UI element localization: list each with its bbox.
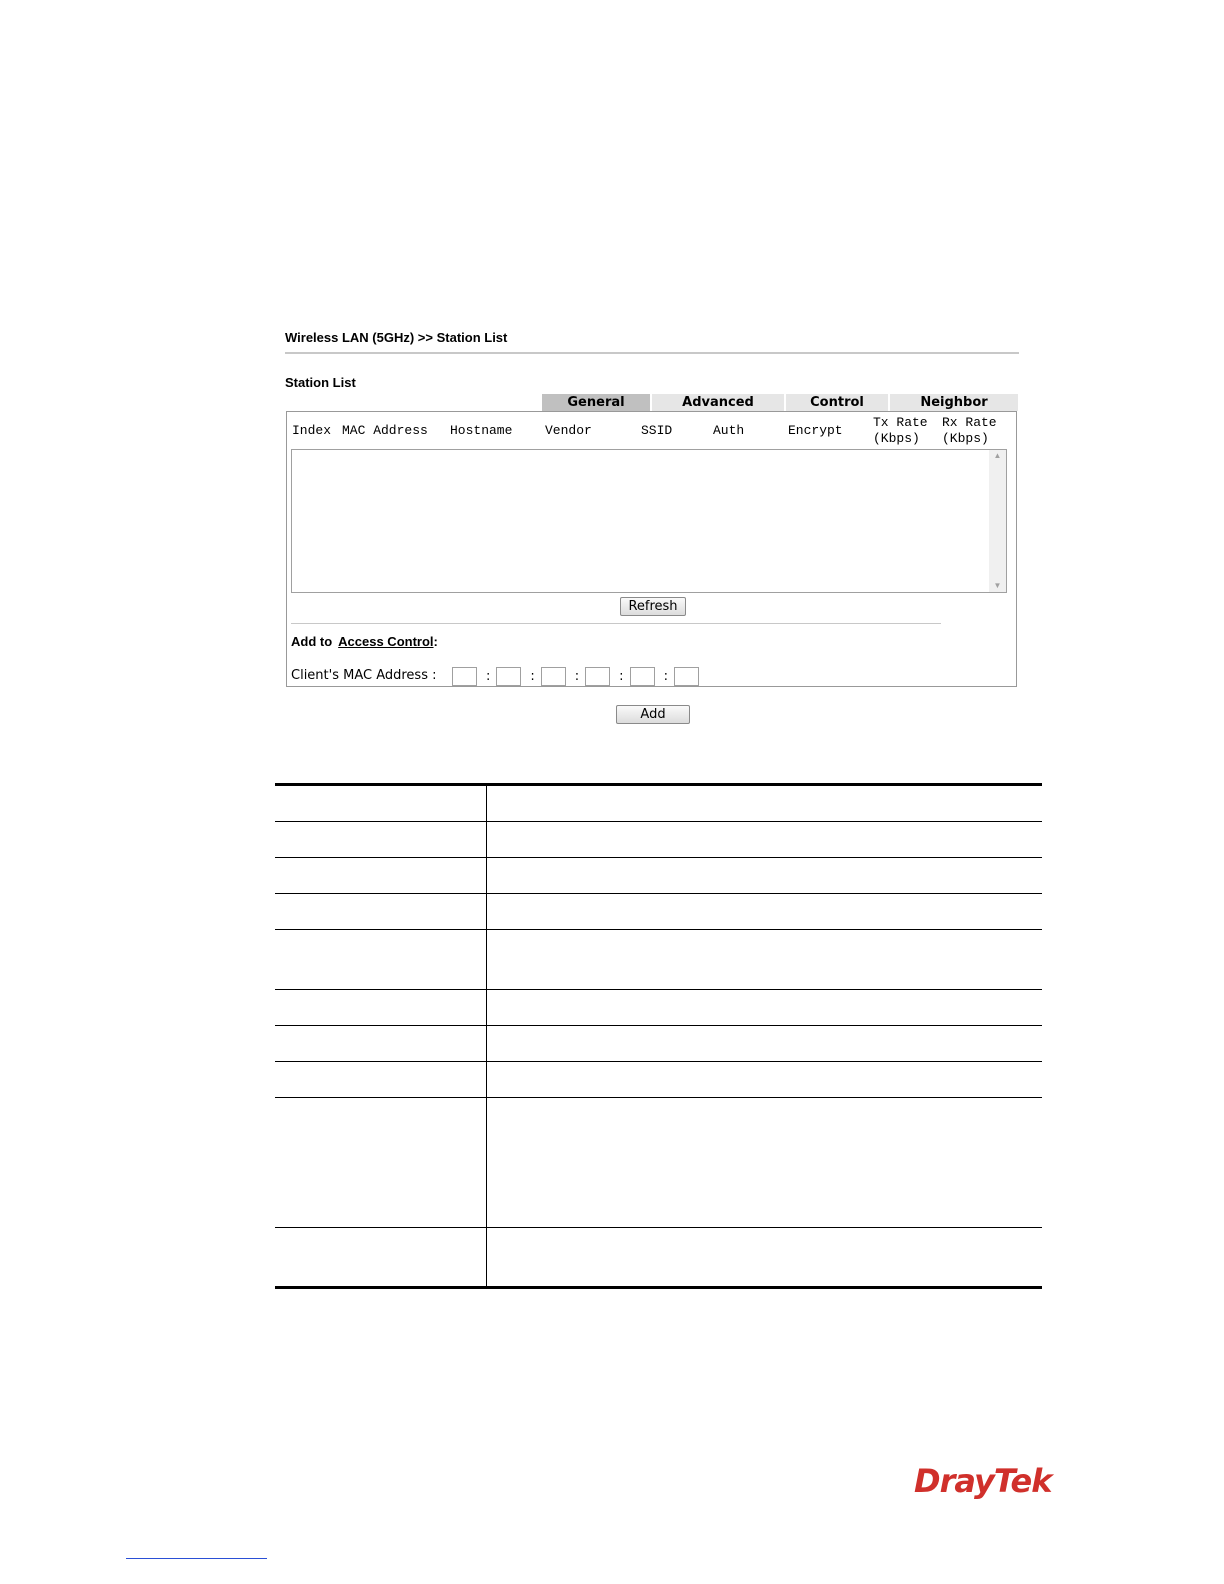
mac-octet-5-input[interactable]: [630, 667, 655, 686]
table-top-rule: [275, 783, 1042, 786]
station-listbox[interactable]: [291, 449, 1007, 593]
table-row-rule: [275, 1025, 1042, 1026]
breadcrumb: Wireless LAN (5GHz) >> Station List: [285, 330, 508, 345]
mac-octet-4-input[interactable]: [585, 667, 610, 686]
add-button[interactable]: Add: [616, 705, 690, 724]
breadcrumb-divider: [285, 352, 1019, 354]
column-index: Index: [292, 423, 332, 438]
tab-bar: [542, 394, 1018, 411]
table-row-rule: [275, 1227, 1042, 1228]
scroll-down-icon[interactable]: ▼: [993, 581, 1002, 590]
footer-link[interactable]: [126, 1558, 267, 1559]
column-encrypt: Encrypt: [788, 423, 843, 438]
column-rx-rate: Rx Rate (Kbps): [942, 415, 997, 446]
client-mac-label: Client's MAC Address :: [291, 668, 437, 683]
mac-separator: :: [486, 669, 491, 684]
table-row-rule: [275, 821, 1042, 822]
draytek-logo: DrayTek: [914, 1462, 1052, 1500]
tab-advanced[interactable]: Advanced: [652, 394, 784, 411]
column-auth: Auth: [713, 423, 745, 438]
column-tx-rate: Tx Rate (Kbps): [873, 415, 928, 446]
table-row-rule: [275, 1061, 1042, 1062]
access-control-link[interactable]: Access Control: [338, 634, 434, 649]
mac-separator: :: [663, 669, 668, 684]
divider: [291, 623, 941, 624]
section-title: Station List: [285, 375, 356, 390]
table-bottom-rule: [275, 1286, 1042, 1289]
table-row-rule: [275, 857, 1042, 858]
mac-separator: :: [530, 669, 535, 684]
column-hostname: Hostname: [450, 423, 513, 438]
table-row-rule: [275, 1097, 1042, 1098]
scroll-up-icon[interactable]: ▲: [993, 451, 1002, 460]
table-column-divider: [486, 784, 487, 1288]
listbox-scrollbar[interactable]: [989, 450, 1006, 592]
tab-neighbor[interactable]: Neighbor: [890, 394, 1018, 411]
mac-separator: :: [619, 669, 624, 684]
table-row-rule: [275, 893, 1042, 894]
mac-octet-3-input[interactable]: [541, 667, 566, 686]
tab-control[interactable]: Control: [786, 394, 888, 411]
column-ssid: SSID: [641, 423, 673, 438]
mac-separator: :: [574, 669, 580, 684]
add-to-colon: :: [433, 634, 438, 649]
tab-general[interactable]: General: [542, 394, 650, 411]
add-to-label: Add to: [291, 634, 333, 649]
mac-address-fields: [452, 667, 699, 686]
refresh-button[interactable]: Refresh: [620, 597, 686, 616]
mac-octet-2-input[interactable]: [496, 667, 521, 686]
column-vendor: Vendor: [545, 423, 592, 438]
table-row-rule: [275, 989, 1042, 990]
mac-octet-6-input[interactable]: [674, 667, 699, 686]
table-row-rule: [275, 929, 1042, 930]
add-to-access-control: [291, 634, 438, 649]
column-mac-address: MAC Address: [342, 423, 428, 438]
mac-octet-1-input[interactable]: [452, 667, 477, 686]
